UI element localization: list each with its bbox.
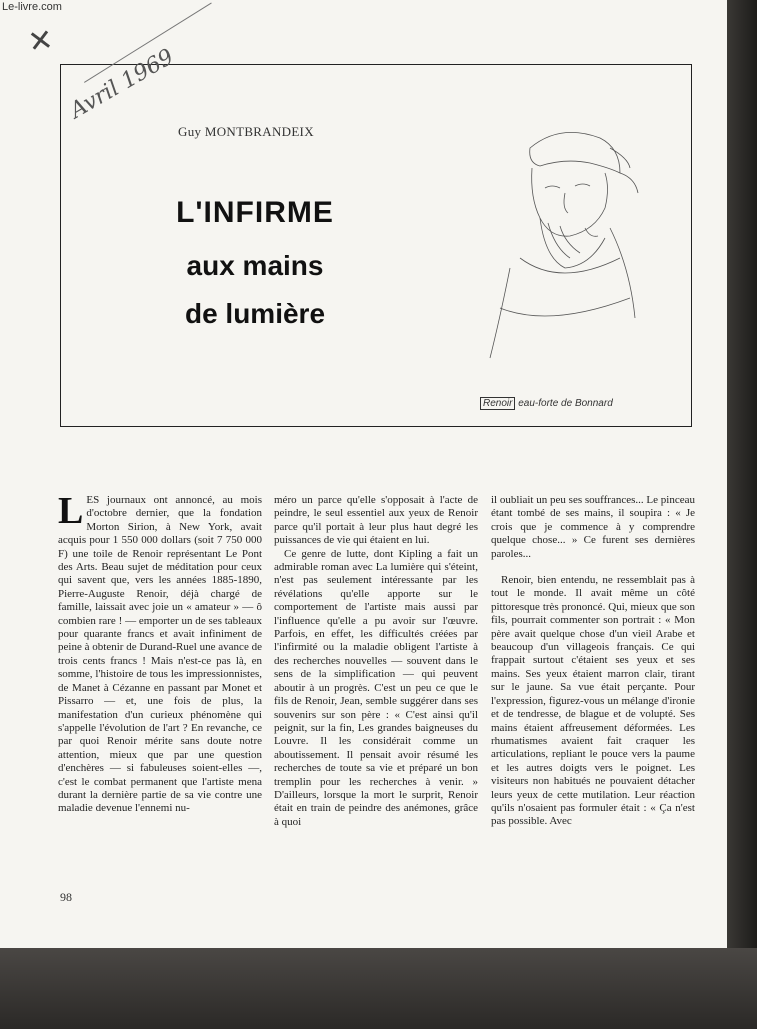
page-number: 98 — [60, 890, 72, 904]
column-3-paragraph-1: il oubliait un peu ses souffrances... Le pinceau étant tombé de ses mains, il soupira : « Je crois que je commence à y comprendre quelque chose... » Ce furent ses dernières paroles... — [491, 494, 695, 560]
title-line-3: de lumière — [184, 298, 326, 329]
caption-text: eau-forte de Bonnard — [518, 398, 613, 409]
article-column-3 — [491, 494, 695, 829]
drop-cap: L — [58, 490, 84, 532]
scan-edge-right — [727, 0, 757, 1029]
image-caption — [480, 398, 613, 409]
article-column-2 — [274, 494, 478, 829]
title-line-2: aux mains — [186, 250, 324, 281]
column-3-paragraph-2: Renoir, bien entendu, ne ressemblait pas à tout le monde. Il avait même un côté pittoresque très prononcé. Qui, mieux que son fils, pourrait commenter son portrait : « Mon père avait quelque chose d'un vieil Arabe et beaucoup d'un villageois français. Ce qui frappait surtout c'étaient ses yeux et ses mains. Ses yeux étaient marron clair, tirant sur le jaune. Sa vue était perçante. Pour l'expression, figurez-vous un mélange d'ironie et de tendresse, de blague et de volupté. Ses mains étaient affreusement déformées. Les rhumatismes avaient fait craquer les articulations, repliant le pouce vers la paume et les autres doigts vers le poignet. Les visiteurs non habitués ne pouvaient détacher leurs yeux de cette mutilation. Leur réaction qu'ils n'osaient pas formuler était : « Ça n'est pas possible. Avec — [491, 574, 695, 828]
title-line-1: L'INFIRME — [176, 196, 334, 229]
column-2-paragraph-1: méro un parce qu'elle s'opposait à l'acte de peindre, le seul essentiel aux yeux de Renoir parce qu'il portait à leur plus haut degré les puissances de vie qui étaient en lui. — [274, 494, 478, 547]
caption-name: Renoir — [480, 397, 515, 410]
column-1-paragraph-1: ES journaux ont annoncé, au mois d'octobre dernier, que la fondation Morton Sirion, à New York, avait acquis pour 1 550 000 dollars (soit 7 750 000 F) une toile de Renoir représentant Le Pont des Arts. Beau sujet de méditation pour ceux qui savent que, vers les années 1885-1890, Pierre-Auguste Renoir, déjà chargé de famille, laissait avec joie un « amateur » — ô combien rare ! — emporter un de ses tableaux pour quarante francs et avait infiniment de peine à obtenir de Durand-Ruel une avance de trois cents francs ! Mais n'est-ce pas là, en somme, l'histoire de tous les impressionnistes, de Manet à Cézanne en passant par Monet et Pissarro — et, une fois de plus, la manifestation d'un curieux phénomène qui s'appelle l'évolution de l'art ? En revanche, ce par quoi Renoir mérite sans doute notre attention, mieux que par une question d'enchères — si fabuleuses soient-elles —, c'est le combat permanent que l'artiste mena durant la dernière partie de sa vie contre une maladie devenue l'ennemi nu- — [58, 494, 262, 815]
author-name: Guy MONTBRANDEIX — [178, 124, 314, 139]
handwritten-x-mark: ✕ — [25, 22, 56, 61]
scan-edge-bottom — [0, 948, 757, 1029]
column-2-paragraph-2: Ce genre de lutte, dont Kipling a fait un admirable roman avec La lumière qui s'éteint, n'est pas seulement intéressante par les révélations qu'elle apporte sur le comportement de l'artiste mais aussi par l'influence qu'elle a pu avoir sur l'œuvre. Parfois, en effet, les difficultés créées par l'infirmité ou la maladie obligent l'artiste à des recherches nouvelles — souvent dans le sens de la simplification — qui peuvent aboutir à un progrès. C'est un peu ce que le fils de Renoir, Jean, semble suggérer dans ses souvenirs sur son père : « C'est ainsi qu'il peignit, sur la fin, Les grandes baigneuses du Louvre. Il les considérait comme un aboutissement. Il pensait avoir résumé les recherches de toute sa vie et préparé un bon tremplin pour les recherches à venir. » D'ailleurs, lorsque la mort le surprit, Renoir était en train de peindre des anémones, grâce à quoi — [274, 547, 478, 828]
handwritten-date: Avril 1969 — [66, 44, 179, 124]
portrait-sketch-image — [470, 118, 640, 368]
article-column-1 — [58, 490, 262, 816]
watermark: Le-livre.com — [2, 1, 62, 13]
